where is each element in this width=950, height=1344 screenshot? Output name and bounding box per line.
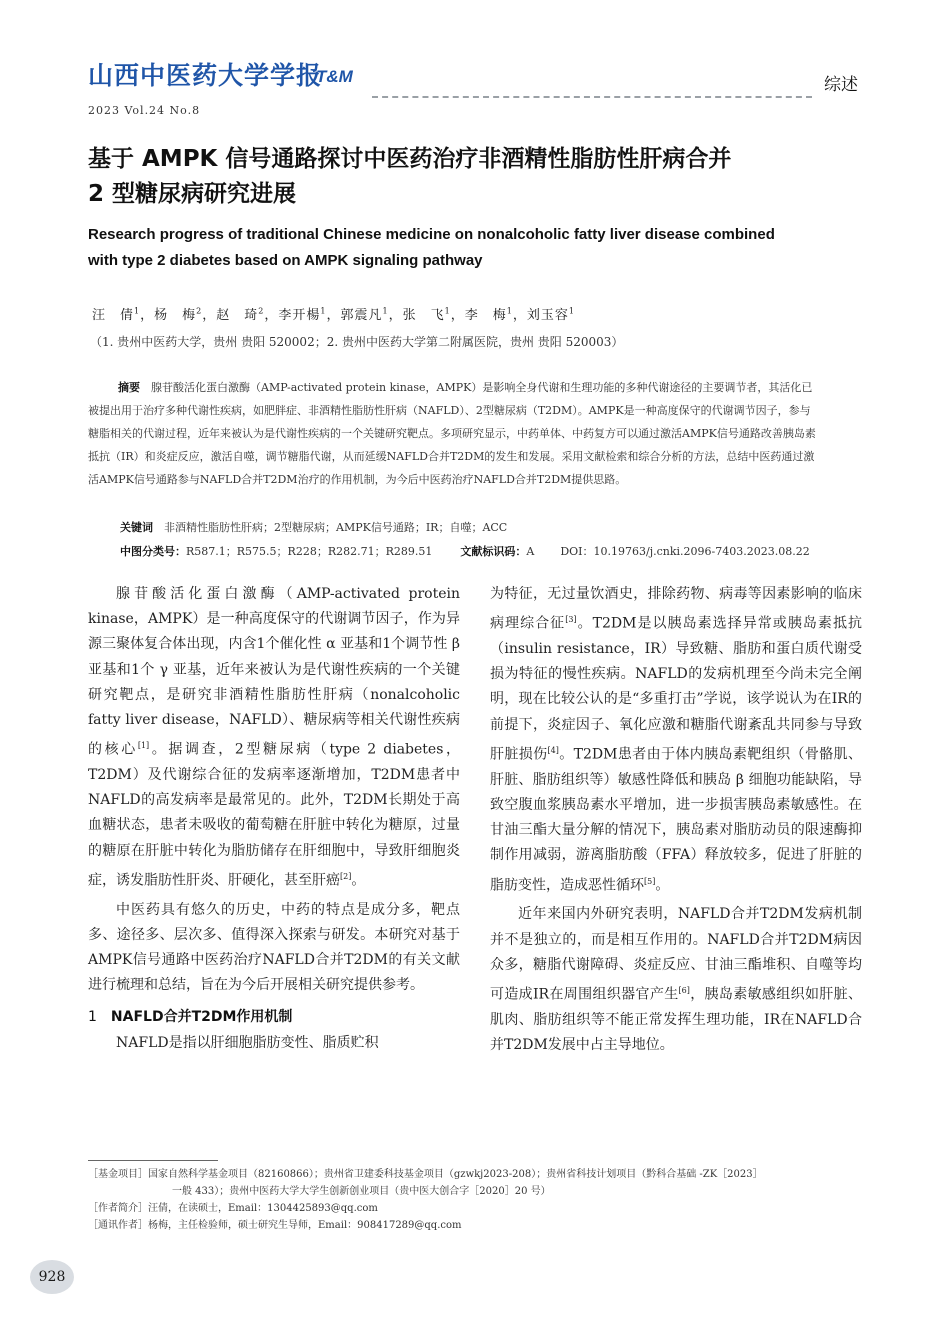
body-text: ，胰岛素敏感组织如肝脏、肌肉、脂肪组织等不能正常发挥生理功能，IR在NAFLD合并T2DM发展中占主导地位。 [490, 986, 862, 1054]
body-text: 。据调查，2型糖尿病（type 2 diabetes，T2DM）及代谢综合征的发病率逐渐增加，T2DM患者中NAFLD的高发病率是最常见的。此外，T2DM长期处于高血糖状态，患者未吸收的葡萄糖在肝脏中转化为糖原，过量的糖原在肝脏中转化为脂肪储存在肝细胞中，导致肝细胞炎症，诱发脂肪性肝炎、肝硬化，甚至肝癌 [88, 741, 460, 889]
keywords [120, 519, 507, 535]
body-column-right [490, 582, 862, 1058]
body-text: 腺苷酸活化蛋白激酶（AMP-activated protein kinase，AMPK）是一种高度保守的代谢调节因子，作为异源三聚体复合体出现，内含1个催化性 α 亚基和1个调节性 β 亚基和1个 γ 亚基，近年来被认为是代谢性疾病的一个关键研究靶点，是研究非酒精性脂肪性肝病（nonalcoholic fatty liver disease，NAFLD）、糖尿病等相关代谢性疾病的核心 [88, 586, 460, 758]
citation-mark: [1] [137, 741, 150, 751]
author-name: 汪 倩 [92, 308, 135, 323]
author-affiliation-mark: 1 [134, 306, 141, 316]
title-english-line-1: Research progress of traditional Chinese medicine on nonalcoholic fatty liver disease combined [88, 226, 775, 243]
author-list: 汪 倩$^1$，杨 梅$^2$，赵 琦$^2$，李开楊$^1$，郭震凡$^1$，张 飞$^1$，李 梅$^1$，刘玉容$^1$ [92, 306, 575, 323]
author-name: 刘玉容 [526, 308, 569, 323]
body-text: 。T2DM患者由于体内胰岛素靶组织（骨骼肌、肝脏、脂肪组织等）敏感性降低和胰岛 β 细胞功能缺陷，导致空腹血浆胰岛素水平增加，进一步损害胰岛素敏感性。在甘油三酯大量分解的情况下，胰岛素对脂肪动员的限速酶抑制作用减弱，游离脂肪酸（FFA）释放较多，促进了肝脏的脂肪变性，造成恶性循环 [490, 746, 862, 894]
author-affiliation-mark: 1 [444, 306, 451, 316]
doc-code-value: A [526, 545, 535, 558]
journal-badge: T&M [316, 67, 353, 86]
affiliations: （1. 贵州中医药大学，贵州 贵阳 520002；2. 贵州中医药大学第二附属医院，贵州 贵阳 520003） [90, 335, 624, 349]
author-affiliation-mark: 1 [320, 306, 327, 316]
keywords-text: 非酒精性脂肪性肝病；2型糖尿病；AMPK信号通路；IR；自噬；ACC [164, 521, 508, 534]
author-name: 李开楊 [278, 308, 321, 323]
section-title: NAFLD合并T2DM作用机制 [110, 1008, 293, 1025]
abstract-text: 腺苷酸活化蛋白激酶（AMP-activated protein kinase，AMPK）是影响全身代谢和生理功能的多种代谢途径的主要调节者，其活化已被提出用于治疗多种代谢性疾病，如肥胖症、非酒精性脂肪性肝病（NAFLD）、2型糖尿病（T2DM）。AMPK是一种高度保守的代谢调节因子，参与糖脂相关的代谢过程，近年来被认为是代谢性疾病的一个关键研究靶点。多项研究显示，中药单体、中药复方可以通过激活AMPK信号通路改善胰岛素抵抗（IR）和炎症反应，激活自噬，调节糖脂代谢，从而延缓NAFLD合并T2DM的发生和发展。采用文献检索和综合分析的方法，总结中医药通过激活AMPK信号通路参与NAFLD合并T2DM治疗的作用机制，为今后中医药治疗NAFLD合并T2DM提供思路。 [88, 381, 816, 486]
body-text: 。 [351, 872, 366, 889]
title-english-line-2: with type 2 diabetes based on AMPK signaling pathway [88, 252, 483, 269]
title-chinese [88, 142, 828, 212]
journal-logo: 山西中医药大学学报 [88, 61, 323, 90]
author-name: 杨 梅 [154, 308, 197, 323]
body-text: 。 [655, 877, 670, 894]
footnote-divider [88, 1160, 218, 1161]
author-affiliation-mark: 2 [258, 306, 265, 316]
title-english [88, 222, 828, 274]
body-text: 近年来国内外研究表明，NAFLD合并T2DM发病机制并不是独立的，而是相互作用的。NAFLD合并T2DM病因众多，糖脂代谢障碍、炎症反应、甘油三酯堆积、自噬等均可造成IR在周围组织器官产生 [490, 906, 862, 1003]
citation-mark: [6] [678, 986, 690, 996]
author-affiliation-mark: 1 [506, 306, 513, 316]
footnote-corresponding-author: ［通讯作者］杨梅，主任检验师，硕士研究生导师，Email：908417289@qq.com [88, 1220, 462, 1231]
abstract-label: 摘要 [118, 381, 140, 394]
title-chinese-line-2: 2 型糖尿病研究进展 [88, 181, 297, 207]
classification-line [120, 543, 810, 559]
body-paragraph [88, 582, 460, 894]
body-paragraph: 中医药具有悠久的历史，中药的特点是成分多，靶点多、途径多、层次多、值得深入探索与研发。本研究对基于AMPK信号通路中医药治疗NAFLD合并T2DM的有关文献进行梳理和总结，旨在为今后开展相关研究提供参考。 [88, 901, 460, 994]
author-affiliation-mark: 1 [568, 306, 575, 316]
issue-info: 2023 Vol.24 No.8 [88, 104, 201, 117]
keywords-label: 关键词 [120, 521, 153, 534]
citation-mark: [2] [340, 871, 352, 881]
citation-mark: [5] [644, 876, 656, 886]
footnote-funding-continued: 一般 433）；贵州中医药大学大学生创新创业项目（贵中医大创合字［2020］20 号） [172, 1186, 551, 1197]
citation-mark: [4] [547, 745, 559, 755]
title-chinese-line-1: 基于 AMPK 信号通路探讨中医药治疗非酒精性脂肪性肝病合并 [88, 146, 732, 172]
clc-label: 中图分类号： [120, 545, 186, 558]
body-paragraph [490, 582, 862, 898]
doi: DOI：10.19763/j.cnki.2096-7403.2023.08.22 [560, 545, 810, 558]
footnote-author-bio: ［作者简介］汪倩，在读硕士，Email：1304425893@qq.com [88, 1203, 378, 1214]
doc-code-label: 文献标识码： [460, 545, 527, 558]
author-name: 赵 琦 [216, 308, 259, 323]
body-text: 。T2DM是以胰岛素选择异常或胰岛素抵抗（insulin resistance，IR）导致糖、脂肪和蛋白质代谢受损为特征的慢性疾病。NAFLD的发病机理至今尚未完全阐明，现在比较公认的是“多重打击”学说，该学说认为在IR的前提下，炎症因子、氧化应激和糖脂代谢紊乱共同参与导致肝脏损伤 [490, 615, 863, 763]
header-divider [372, 96, 812, 98]
author-affiliation-mark: 2 [196, 306, 203, 316]
footnotes [88, 1166, 858, 1234]
author-name: 李 梅 [464, 308, 507, 323]
section-heading [88, 1005, 460, 1030]
citation-mark: [3] [565, 615, 577, 625]
clc-value: R587.1；R575.5；R228；R282.71；R289.51 [186, 545, 433, 558]
body-text: 为特征，无过量饮酒史，排除药物、病毒等因素影响的临床病理综合征 [490, 586, 862, 632]
page-number: 928 [30, 1260, 74, 1294]
body-paragraph [490, 902, 862, 1058]
author-name: 郭震凡 [340, 308, 383, 323]
footnote-funding: ［基金项目］国家自然科学基金项目（82160866）；贵州省卫建委科技基金项目（gzwkj2023-208）；贵州省科技计划项目（黔科合基础 -ZK［2023］ [88, 1169, 763, 1180]
section-number: 1 [88, 1008, 97, 1025]
author-affiliation-mark: 1 [382, 306, 389, 316]
abstract [88, 376, 816, 491]
section-label: 综述 [824, 75, 858, 95]
body-column-left [88, 582, 460, 1056]
author-name: 张 飞 [402, 308, 445, 323]
body-paragraph: NAFLD是指以肝细胞脂肪变性、脂质贮积 [116, 1034, 379, 1051]
